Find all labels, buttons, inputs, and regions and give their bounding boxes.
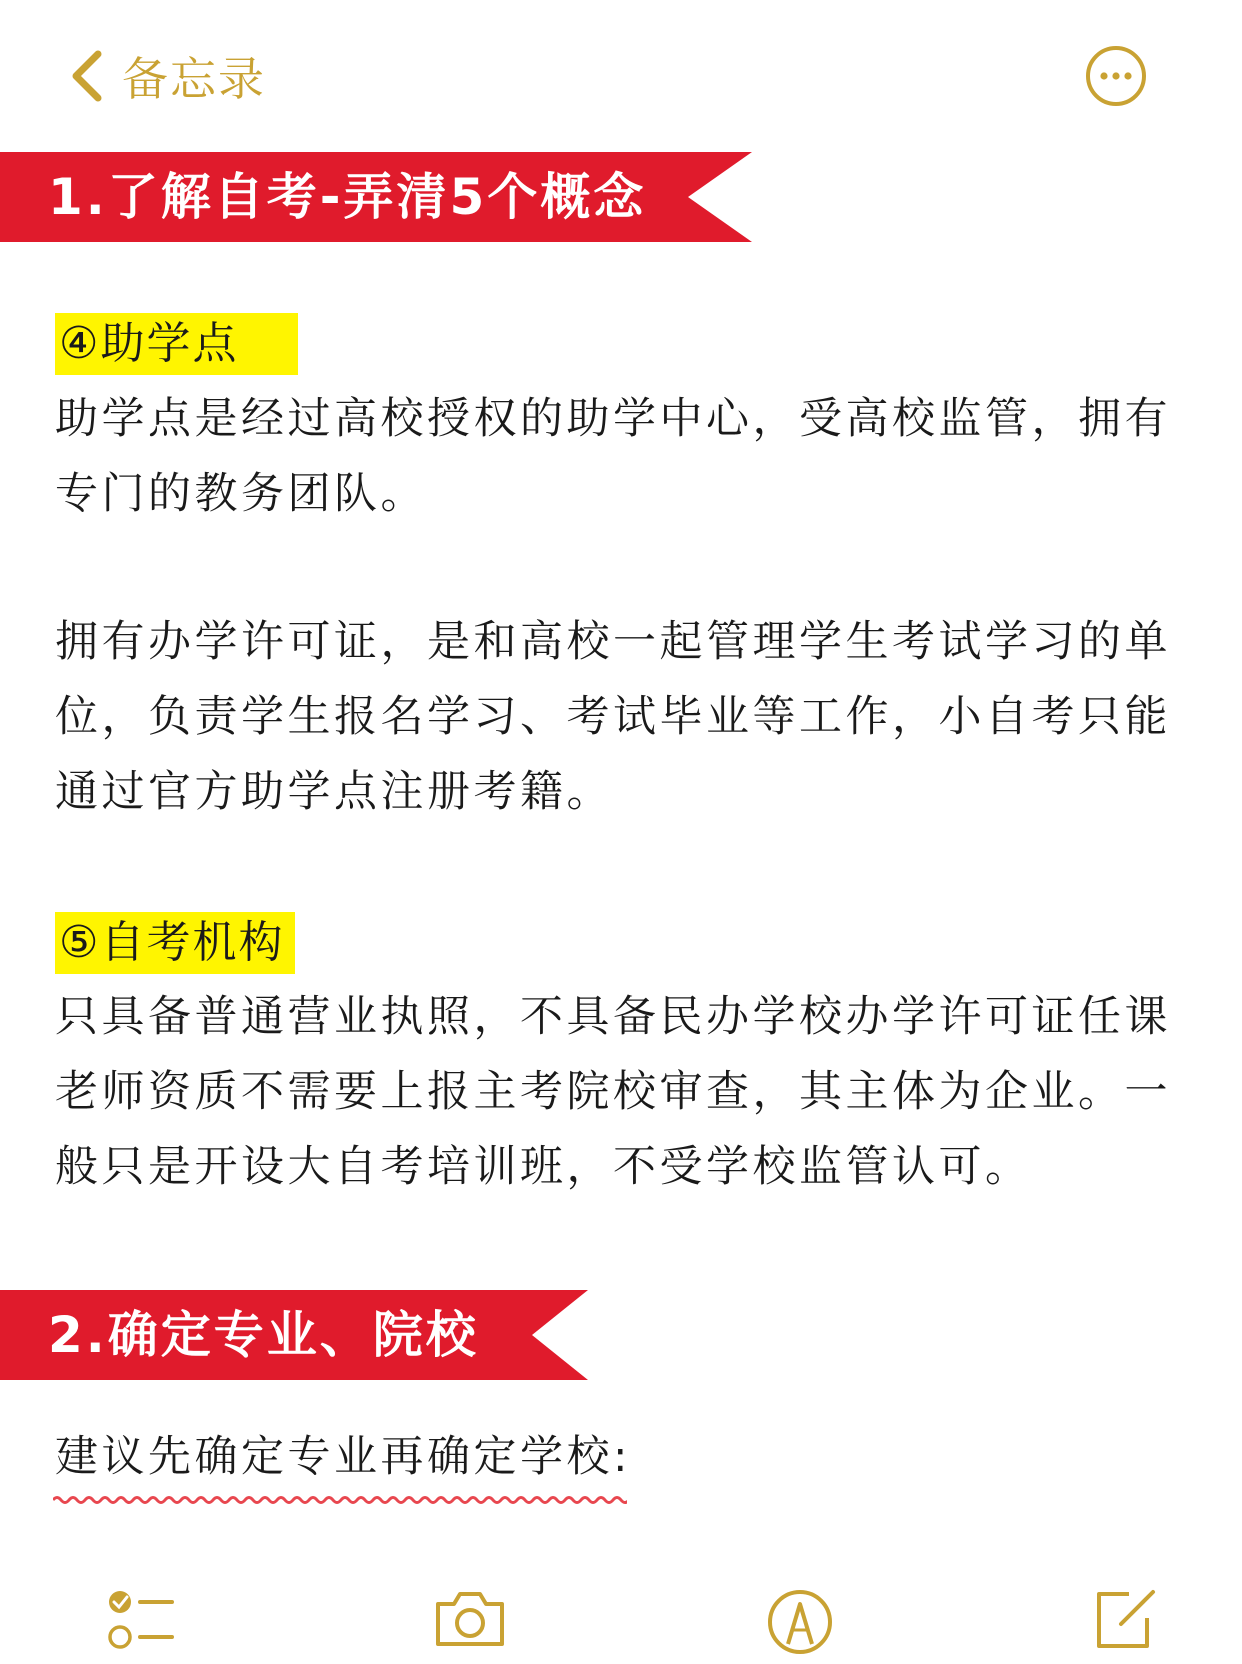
paragraph: 助学点是经过高校授权的助学中心，受高校监管，拥有专门的教务团队。 <box>55 394 1171 519</box>
wavy-underline <box>53 1493 627 1507</box>
checklist-button[interactable] <box>100 1580 180 1660</box>
checklist-icon <box>100 1645 180 1664</box>
chevron-left-icon <box>70 50 104 102</box>
section-2-banner <box>0 1290 588 1380</box>
camera-icon <box>430 1645 510 1664</box>
section-2-title: 2.确定专业、院校 <box>48 1306 479 1364</box>
more-button[interactable] <box>1083 43 1149 109</box>
back-label: 备忘录 <box>122 52 266 106</box>
paragraph: 拥有办学许可证，是和高校一起管理学生考试学习的单位，负责学生报名学习、考试毕业等工作，小自考只能通过官方助学点注册考籍。 <box>55 617 1171 817</box>
back-button[interactable] <box>70 38 266 114</box>
section-1-banner <box>0 152 752 242</box>
more-circle-icon <box>1083 94 1149 113</box>
top-nav-bar <box>0 0 1242 150</box>
bottom-toolbar <box>0 1560 1242 1660</box>
highlighted-heading: ④助学点 <box>55 313 298 375</box>
compose-icon <box>1085 1645 1165 1664</box>
intro-text: 建议先确定专业再确定学校: <box>55 1432 631 1482</box>
markup-button[interactable] <box>760 1580 840 1660</box>
highlighted-heading: ⑤自考机构 <box>55 912 295 974</box>
camera-button[interactable] <box>430 1580 510 1660</box>
compose-button[interactable] <box>1085 1580 1165 1660</box>
section-1-title: 1.了解自考-弄清5个概念 <box>48 168 647 226</box>
markup-pen-icon <box>760 1645 840 1664</box>
paragraph: 只具备普通营业执照，不具备民办学校办学许可证任课老师资质不需要上报主考院校审查，其主体为企业。一般只是开设大自考培训班，不受学校监管认可。 <box>55 992 1171 1192</box>
